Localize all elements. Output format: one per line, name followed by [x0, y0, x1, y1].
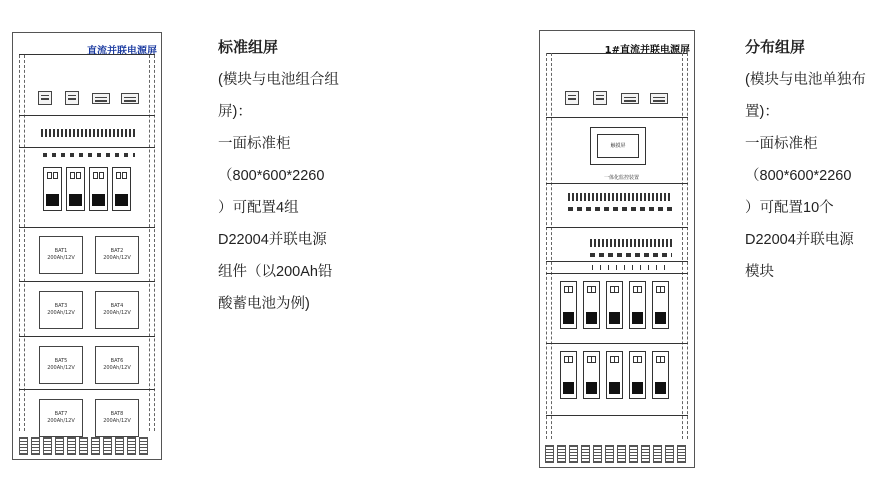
r-vent-8: [629, 445, 638, 463]
left-meter-divider: [19, 115, 155, 116]
vent-3: [43, 437, 52, 455]
r-vent-3: [569, 445, 578, 463]
battery-5: BAT5 200Ah/12V: [39, 346, 83, 384]
r-voltmeter-1: [565, 91, 579, 105]
left-line-5: ）可配置4组: [218, 200, 299, 216]
right-rail-left: [546, 53, 552, 439]
r-vent-5: [593, 445, 602, 463]
battery-4: BAT4 200Ah/12V: [95, 291, 139, 329]
power-module-1: [43, 167, 62, 211]
power-module-2: [66, 167, 85, 211]
r-vent-2: [557, 445, 566, 463]
touch-screen: 触摸屏: [590, 127, 646, 165]
right-line-5: ）可配置10个: [745, 200, 834, 216]
r-module-2: [583, 281, 600, 329]
vent-5: [67, 437, 76, 455]
right-cabinet: [539, 30, 695, 468]
right-line-7: 模块: [745, 264, 774, 280]
right-breaker-divider-1: [546, 227, 688, 228]
battery-7: BAT7 200Ah/12V: [39, 399, 83, 437]
ammeter-1: [92, 93, 110, 104]
r-vent-4: [581, 445, 590, 463]
r-vent-6: [605, 445, 614, 463]
right-line-3: 一面标准柜: [745, 136, 818, 152]
left-batt-divider-1: [19, 281, 155, 282]
left-module-divider: [19, 227, 155, 228]
left-breaker-divider: [19, 147, 155, 148]
r-vent-7: [617, 445, 626, 463]
right-meter-divider: [546, 117, 688, 118]
r-vent-11: [665, 445, 674, 463]
battery-1: BAT1 200Ah/12V: [39, 236, 83, 274]
vent-2: [31, 437, 40, 455]
right-led-divider: [546, 273, 688, 274]
monitor-label: 一体化监控装置: [604, 175, 640, 181]
battery-3: BAT3 200Ah/12V: [39, 291, 83, 329]
vent-1: [19, 437, 28, 455]
left-line-8: 酸蓄电池为例): [218, 296, 310, 312]
left-top-divider: [19, 54, 155, 55]
left-line-7: 组件（以200Ah铅: [218, 264, 333, 280]
right-breaker-divider-2: [546, 261, 688, 262]
voltmeter-2: [65, 91, 79, 105]
r-indicator-row-1: [568, 207, 672, 211]
indicator-row: [43, 153, 135, 157]
r-vent-12: [677, 445, 686, 463]
r-module-10: [652, 351, 669, 399]
left-cabinet-title: 直流并联电源屏: [87, 46, 157, 57]
r-module-4: [629, 281, 646, 329]
left-line-4: （800*600*2260: [218, 168, 325, 184]
left-rail-left: [19, 55, 25, 431]
vent-8: [103, 437, 112, 455]
r-ammeter-1: [621, 93, 639, 104]
left-line-2: 屏)：: [218, 104, 252, 120]
r-vent-1: [545, 445, 554, 463]
power-module-3: [89, 167, 108, 211]
ammeter-2: [121, 93, 139, 104]
battery-6: BAT6 200Ah/12V: [95, 346, 139, 384]
left-line-3: 一面标准柜: [218, 136, 291, 152]
r-breaker-row-2: [590, 239, 672, 247]
r-ammeter-2: [650, 93, 668, 104]
r-module-5: [652, 281, 669, 329]
left-line-1: (模块与电池组合组: [218, 72, 339, 88]
vent-7: [91, 437, 100, 455]
right-rail-right: [682, 53, 688, 439]
right-top-divider: [546, 53, 688, 54]
r-module-3: [606, 281, 623, 329]
r-module-1: [560, 281, 577, 329]
right-cabinet-title: 1#直流并联电源屏: [604, 45, 690, 56]
right-monitor-divider: [546, 183, 688, 184]
voltmeter-1: [38, 91, 52, 105]
vent-6: [79, 437, 88, 455]
r-vent-9: [641, 445, 650, 463]
vent-9: [115, 437, 124, 455]
vent-11: [139, 437, 148, 455]
right-module-divider-2: [546, 415, 688, 416]
power-module-4: [112, 167, 131, 211]
right-heading: 分布组屏: [745, 39, 806, 56]
right-line-1: (模块与电池单独布: [745, 72, 866, 88]
right-line-6: D22004并联电源: [745, 232, 854, 248]
left-line-6: D22004并联电源: [218, 232, 327, 248]
left-batt-divider-2: [19, 336, 155, 337]
left-cabinet: [12, 32, 162, 460]
battery-2: BAT2 200Ah/12V: [95, 236, 139, 274]
r-module-9: [629, 351, 646, 399]
breaker-row: [41, 129, 137, 137]
right-line-2: 置)：: [745, 104, 779, 120]
r-module-8: [606, 351, 623, 399]
left-batt-divider-3: [19, 389, 155, 390]
r-voltmeter-2: [593, 91, 607, 105]
left-rail-right: [149, 55, 155, 431]
r-vent-10: [653, 445, 662, 463]
right-line-4: （800*600*2260: [745, 168, 852, 184]
r-breaker-row-1: [568, 193, 672, 201]
vent-10: [127, 437, 136, 455]
battery-8: BAT8 200Ah/12V: [95, 399, 139, 437]
r-indicator-row-2: [590, 253, 672, 257]
r-module-6: [560, 351, 577, 399]
vent-4: [55, 437, 64, 455]
r-led-row: [592, 265, 670, 270]
left-heading: 标准组屏: [218, 39, 279, 56]
r-module-7: [583, 351, 600, 399]
right-module-divider-1: [546, 343, 688, 344]
